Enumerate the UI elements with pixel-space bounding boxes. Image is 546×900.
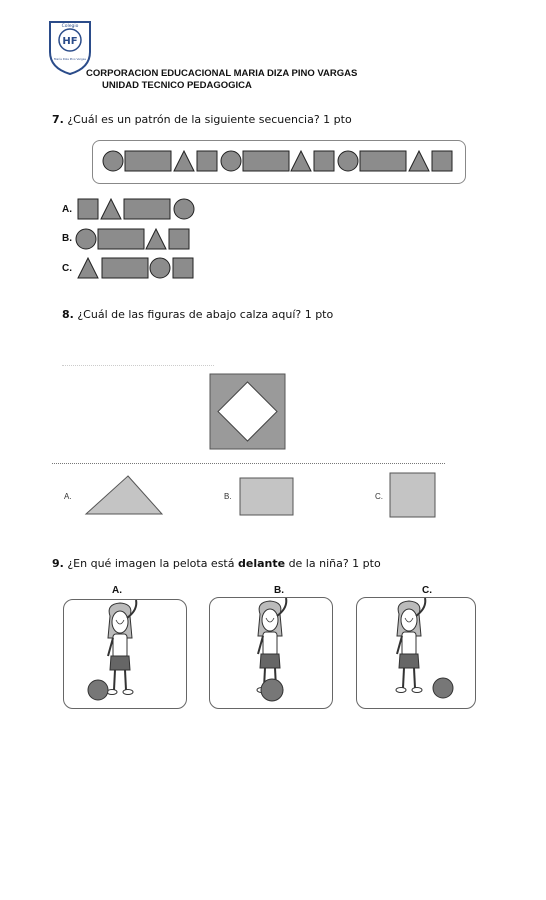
faint-divider — [62, 365, 214, 366]
crest-monogram: HF — [62, 36, 78, 47]
square-shape — [390, 473, 435, 517]
seq-circle — [103, 151, 123, 171]
rectangle-shape — [124, 199, 170, 219]
seq-square — [432, 151, 452, 171]
girl-figure — [107, 600, 136, 695]
puzzle-figure — [209, 373, 287, 451]
question-9-number: 9. — [52, 557, 64, 570]
q7-option-a-shapes[interactable] — [76, 196, 200, 222]
question-9-text-bold: delante — [237, 557, 286, 570]
seq-rectangle — [243, 151, 289, 171]
question-8-number: 8. — [62, 308, 74, 321]
circle-shape — [76, 229, 96, 249]
triangle-shape — [86, 476, 162, 514]
crest-top-text: Colegio — [61, 24, 79, 29]
circle-shape — [150, 258, 170, 278]
girl-with-ball-illustration — [210, 598, 332, 708]
dotted-divider — [52, 463, 445, 464]
rectangle-shape — [102, 258, 148, 278]
q8-option-a-triangle[interactable] — [84, 474, 164, 516]
seq-circle — [338, 151, 358, 171]
q8-option-b-rectangle[interactable] — [239, 477, 295, 517]
q9-option-a-card[interactable] — [63, 599, 187, 709]
question-9-text-after: de la niña? 1 pto — [288, 557, 381, 570]
q9-option-a-label[interactable]: A. — [112, 585, 122, 596]
seq-square — [197, 151, 217, 171]
square-shape — [173, 258, 193, 278]
q7-option-c-shapes[interactable] — [76, 255, 198, 281]
girl-with-ball-illustration — [64, 600, 186, 708]
q9-option-b-label[interactable]: B. — [274, 585, 284, 596]
question-7-number: 7. — [52, 113, 64, 126]
question-9-text-before: ¿En qué imagen la pelota está — [67, 557, 235, 570]
question-8 — [62, 308, 333, 322]
question-7 — [52, 113, 352, 127]
girl-with-ball-illustration — [357, 598, 475, 708]
q7-option-b-label[interactable]: B. — [62, 233, 72, 244]
q8-option-b-label[interactable]: B. — [224, 492, 232, 501]
q7-option-c-label[interactable]: C. — [62, 263, 72, 274]
seq-triangle — [174, 151, 194, 171]
seq-circle — [221, 151, 241, 171]
square-shape — [78, 199, 98, 219]
school-header — [86, 68, 357, 92]
ball — [261, 679, 283, 701]
girl-figure — [396, 598, 425, 693]
circle-shape — [174, 199, 194, 219]
rectangle-shape — [98, 229, 144, 249]
q9-option-c-label[interactable]: C. — [422, 585, 432, 596]
ball — [433, 678, 453, 698]
question-8-text: ¿Cuál de las figuras de abajo calza aquí? 1 pto — [77, 308, 334, 321]
square-shape — [169, 229, 189, 249]
triangle-shape — [146, 229, 166, 249]
q9-option-c-card[interactable] — [356, 597, 476, 709]
triangle-shape — [101, 199, 121, 219]
seq-triangle — [291, 151, 311, 171]
seq-rectangle — [360, 151, 406, 171]
q9-option-b-card[interactable] — [209, 597, 333, 709]
question-7-text: ¿Cuál es un patrón de la siguiente secuencia? 1 pto — [67, 113, 352, 126]
rectangle-shape — [240, 478, 293, 515]
seq-triangle — [409, 151, 429, 171]
q8-option-c-label[interactable]: C. — [375, 492, 383, 501]
seq-rectangle — [125, 151, 171, 171]
q7-option-b-shapes[interactable] — [74, 226, 196, 252]
triangle-shape — [78, 258, 98, 278]
q7-option-a-label[interactable]: A. — [62, 204, 72, 215]
header-line-1: CORPORACION EDUCACIONAL MARIA DIZA PINO VARGAS — [86, 68, 358, 79]
question-9 — [52, 557, 381, 571]
ball — [88, 680, 108, 700]
girl-figure — [257, 598, 286, 693]
header-line-2: UNIDAD TECNICO PEDAGOGICA — [102, 80, 252, 91]
q8-option-c-square[interactable] — [389, 472, 437, 519]
q8-option-a-label[interactable]: A. — [64, 492, 72, 501]
seq-square — [314, 151, 334, 171]
crest-bottom-text: María Diza Pino Vargas — [54, 57, 86, 61]
sequence-shapes — [92, 140, 466, 184]
